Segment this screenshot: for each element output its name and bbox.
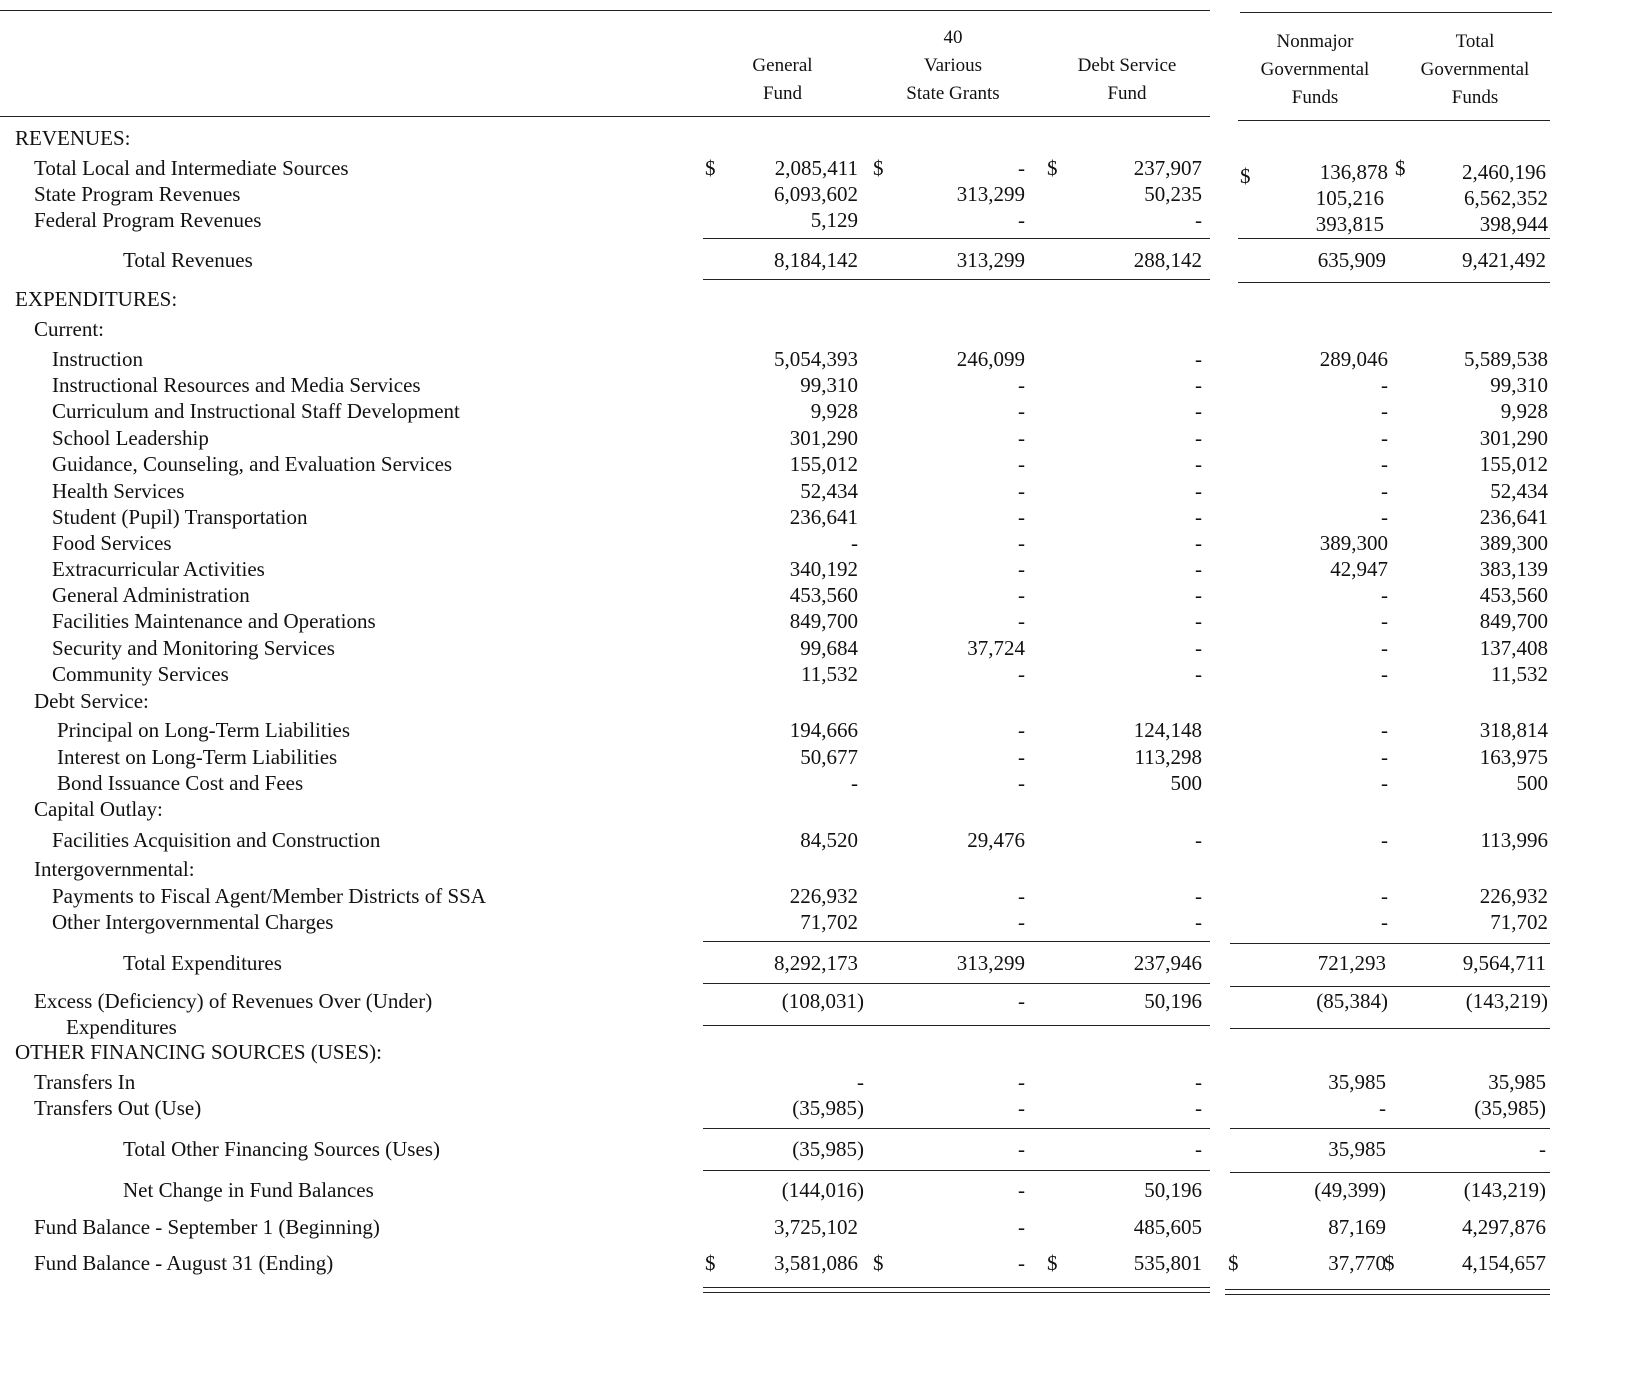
cell-debt-service: - [1195, 583, 1202, 607]
cell-debt-service: 50,235 [1144, 182, 1202, 206]
cell-state-grants: - [1018, 208, 1025, 232]
cell-general-fund: 2,085,411 [774, 156, 858, 180]
cell-total: (35,985) [1474, 1096, 1546, 1120]
cell-debt-service: - [1195, 609, 1202, 633]
top-rule [1240, 12, 1552, 13]
cell-state-grants: - [1018, 1251, 1025, 1275]
row-label: Facilities Acquisition and Construction [52, 828, 381, 852]
cell-nonmajor: 635,909 [1317, 248, 1386, 272]
cell-debt-service: - [1195, 557, 1202, 581]
cell-debt-service: - [1195, 531, 1202, 555]
row-label: Health Services [52, 479, 185, 503]
row-label: Net Change in Fund Balances [123, 1178, 374, 1202]
cell-debt-service: - [1195, 452, 1202, 476]
row-label: Security and Monitoring Services [52, 636, 335, 660]
cell-nonmajor: - [1381, 452, 1388, 476]
cell-state-grants: - [1018, 718, 1025, 742]
cell-general-fund: 50,677 [800, 745, 858, 769]
cell-general-fund: - [857, 1070, 864, 1094]
cell-debt-service: - [1195, 1137, 1202, 1161]
dollar-sign: $ [1047, 156, 1058, 180]
cell-total: 2,460,196 [1462, 160, 1546, 184]
col-header-nonmajor: Nonmajor Governmental Funds [1260, 31, 1370, 108]
row-label: School Leadership [52, 426, 209, 450]
dollar-sign: $ [873, 1251, 884, 1275]
row-label: Student (Pupil) Transportation [52, 505, 308, 529]
cell-nonmajor: (85,384) [1316, 989, 1388, 1013]
cell-state-grants: - [1018, 989, 1025, 1013]
cell-general-fund: 52,434 [800, 479, 858, 503]
cell-debt-service: - [1195, 373, 1202, 397]
cell-total: 398,944 [1479, 212, 1548, 236]
cell-state-grants: - [1018, 1070, 1025, 1094]
dollar-sign: $ [705, 1251, 716, 1275]
cell-state-grants: 29,476 [967, 828, 1025, 852]
row-label: Principal on Long-Term Liabilities [57, 718, 351, 742]
cell-total: 155,012 [1479, 452, 1548, 476]
cell-state-grants: - [1018, 771, 1025, 795]
cell-nonmajor: 87,169 [1328, 1215, 1386, 1239]
cell-debt-service: 535,801 [1133, 1251, 1202, 1275]
cell-total: 226,932 [1479, 884, 1548, 908]
cell-general-fund: 9,928 [810, 399, 858, 423]
cell-total: 71,702 [1490, 910, 1548, 934]
row-label: Federal Program Revenues [34, 208, 262, 232]
cell-nonmajor: 393,815 [1315, 212, 1384, 236]
cell-debt-service: - [1195, 208, 1202, 232]
row-label: Extracurricular Activities [52, 557, 265, 581]
row-label: Food Services [52, 531, 172, 555]
cell-debt-service: 237,907 [1133, 156, 1202, 180]
cell-debt-service: - [1195, 426, 1202, 450]
cell-debt-service: - [1195, 347, 1202, 371]
subtotal-rule [703, 1170, 1210, 1171]
cell-general-fund: 99,684 [800, 636, 858, 660]
cell-nonmajor: - [1381, 373, 1388, 397]
row-label: Fund Balance - September 1 (Beginning) [34, 1215, 380, 1239]
cell-nonmajor: - [1381, 662, 1388, 686]
cell-debt-service: - [1195, 636, 1202, 660]
subtotal-rule [1230, 943, 1550, 944]
row-label: State Program Revenues [34, 182, 241, 206]
cell-general-fund: 3,581,086 [774, 1251, 858, 1275]
cell-nonmajor: - [1381, 771, 1388, 795]
header-rule [1238, 120, 1550, 121]
cell-general-fund: 8,184,142 [774, 248, 858, 272]
row-label-continued: Expenditures [66, 1015, 177, 1039]
cell-nonmajor: - [1381, 479, 1388, 503]
cell-general-fund: 99,310 [800, 373, 858, 397]
cell-total: 318,814 [1479, 718, 1548, 742]
row-label: Total Other Financing Sources (Uses) [123, 1137, 440, 1161]
cell-total: - [1539, 1137, 1546, 1161]
subtotal-rule [1230, 1172, 1550, 1173]
cell-debt-service: - [1195, 1070, 1202, 1094]
cell-total: 11,532 [1491, 662, 1548, 686]
cell-nonmajor: 37,770 [1328, 1251, 1386, 1275]
top-rule [0, 10, 1210, 11]
row-label: Other Intergovernmental Charges [52, 910, 334, 934]
cell-total: 113,996 [1480, 828, 1548, 852]
cell-general-fund: (108,031) [781, 989, 864, 1013]
cell-general-fund: (144,016) [781, 1178, 864, 1202]
cell-state-grants: - [1018, 910, 1025, 934]
cell-state-grants: - [1018, 884, 1025, 908]
cell-nonmajor: - [1381, 609, 1388, 633]
cell-state-grants: - [1018, 426, 1025, 450]
cell-nonmajor: 105,216 [1315, 186, 1384, 210]
subtotal-rule [1238, 282, 1550, 283]
cell-general-fund: 3,725,102 [774, 1215, 858, 1239]
cell-total: 500 [1516, 771, 1548, 795]
cell-state-grants: 246,099 [956, 347, 1025, 371]
cell-general-fund: 5,129 [810, 208, 858, 232]
cell-general-fund: 5,054,393 [774, 347, 858, 371]
subtotal-rule [703, 941, 1210, 942]
cell-nonmajor: - [1381, 910, 1388, 934]
cell-nonmajor: - [1381, 505, 1388, 529]
cell-debt-service: 50,196 [1144, 1178, 1202, 1202]
cell-debt-service: - [1195, 505, 1202, 529]
cell-debt-service: - [1195, 399, 1202, 423]
cell-state-grants: - [1018, 399, 1025, 423]
cell-state-grants: - [1018, 479, 1025, 503]
cell-total: 6,562,352 [1464, 186, 1548, 210]
cell-nonmajor: 35,985 [1328, 1137, 1386, 1161]
row-label: General Administration [52, 583, 250, 607]
cell-general-fund: 226,932 [789, 884, 858, 908]
cell-general-fund: 84,520 [800, 828, 858, 852]
cell-state-grants: - [1018, 1178, 1025, 1202]
row-label: Debt Service: [34, 689, 149, 713]
dollar-sign: $ [1228, 1251, 1239, 1275]
cell-general-fund: 236,641 [789, 505, 858, 529]
cell-nonmajor: 389,300 [1319, 531, 1388, 555]
cell-nonmajor: 136,878 [1319, 160, 1388, 184]
cell-state-grants: - [1018, 1215, 1025, 1239]
cell-general-fund: 849,700 [789, 609, 858, 633]
cell-total: 35,985 [1488, 1070, 1546, 1094]
cell-debt-service: - [1195, 828, 1202, 852]
cell-general-fund: 71,702 [800, 910, 858, 934]
row-label: Current: [34, 317, 104, 341]
cell-state-grants: - [1018, 557, 1025, 581]
subtotal-rule [703, 1025, 1210, 1026]
cell-nonmajor: - [1381, 399, 1388, 423]
row-label: OTHER FINANCING SOURCES (USES): [15, 1040, 382, 1064]
cell-general-fund: 8,292,173 [774, 951, 858, 975]
dollar-sign: $ [1240, 164, 1251, 188]
double-rule [703, 1292, 1210, 1293]
col-header-debt-service: Debt Service Fund [1077, 55, 1177, 104]
cell-state-grants: - [1018, 156, 1025, 180]
row-label: Total Expenditures [123, 951, 282, 975]
subtotal-rule [1238, 238, 1550, 239]
row-label: Guidance, Counseling, and Evaluation Services [52, 452, 453, 476]
cell-debt-service: 124,148 [1133, 718, 1202, 742]
cell-total: 5,589,538 [1464, 347, 1548, 371]
cell-nonmajor: - [1381, 718, 1388, 742]
cell-total: 9,421,492 [1462, 248, 1546, 272]
cell-total: 301,290 [1479, 426, 1548, 450]
cell-total: 389,300 [1479, 531, 1548, 555]
cell-nonmajor: 721,293 [1317, 951, 1386, 975]
cell-state-grants: 37,724 [967, 636, 1025, 660]
dollar-sign: $ [1384, 1251, 1395, 1275]
cell-debt-service: - [1195, 884, 1202, 908]
row-label: REVENUES: [15, 126, 131, 150]
cell-total: 4,154,657 [1462, 1251, 1546, 1275]
cell-total: 137,408 [1479, 636, 1548, 660]
cell-general-fund: - [851, 531, 858, 555]
cell-total: 453,560 [1479, 583, 1548, 607]
cell-total: 849,700 [1479, 609, 1548, 633]
row-label: Total Local and Intermediate Sources [34, 156, 349, 180]
subtotal-rule [703, 983, 1210, 984]
subtotal-rule [1230, 1128, 1550, 1129]
row-label: Excess (Deficiency) of Revenues Over (Under) [34, 989, 433, 1013]
cell-nonmajor: - [1381, 884, 1388, 908]
cell-general-fund: 155,012 [789, 452, 858, 476]
col-header-total: Total Governmental Funds [1420, 31, 1530, 108]
row-label: Instruction [52, 347, 143, 371]
cell-debt-service: - [1195, 1096, 1202, 1120]
double-rule [703, 1287, 1210, 1288]
dollar-sign: $ [873, 156, 884, 180]
row-label: Interest on Long-Term Liabilities [57, 745, 338, 769]
cell-nonmajor: 289,046 [1319, 347, 1388, 371]
cell-state-grants: - [1018, 609, 1025, 633]
row-label: Curriculum and Instructional Staff Development [52, 399, 460, 423]
cell-nonmajor: - [1381, 828, 1388, 852]
cell-general-fund: 340,192 [789, 557, 858, 581]
cell-nonmajor: 35,985 [1328, 1070, 1386, 1094]
row-label: Payments to Fiscal Agent/Member Districts of SSA [52, 884, 486, 908]
cell-general-fund: (35,985) [792, 1096, 864, 1120]
cell-state-grants: - [1018, 531, 1025, 555]
row-label: EXPENDITURES: [15, 287, 178, 311]
dollar-sign: $ [1395, 156, 1406, 180]
col-header-general-fund: General Fund [752, 55, 813, 104]
cell-total: 236,641 [1479, 505, 1548, 529]
cell-state-grants: - [1018, 745, 1025, 769]
cell-debt-service: 113,298 [1134, 745, 1202, 769]
cell-debt-service: - [1195, 910, 1202, 934]
cell-debt-service: 50,196 [1144, 989, 1202, 1013]
dollar-sign: $ [1047, 1251, 1058, 1275]
subtotal-rule [703, 279, 1210, 280]
cell-state-grants: 313,299 [956, 248, 1025, 272]
cell-debt-service: 500 [1170, 771, 1202, 795]
cell-debt-service: 288,142 [1133, 248, 1202, 272]
dollar-sign: $ [705, 156, 716, 180]
cell-state-grants: - [1018, 1096, 1025, 1120]
cell-general-fund: (35,985) [792, 1137, 864, 1161]
row-label: Fund Balance - August 31 (Ending) [34, 1251, 334, 1275]
cell-total: 9,928 [1500, 399, 1548, 423]
cell-total: (143,219) [1465, 989, 1548, 1013]
cell-state-grants: - [1018, 452, 1025, 476]
row-label: Community Services [52, 662, 229, 686]
cell-total: 9,564,711 [1462, 951, 1546, 975]
cell-total: 99,310 [1490, 373, 1548, 397]
cell-nonmajor: (49,399) [1314, 1178, 1386, 1202]
cell-general-fund: 301,290 [789, 426, 858, 450]
double-rule [1225, 1294, 1550, 1295]
row-label: Bond Issuance Cost and Fees [57, 771, 304, 795]
row-label: Capital Outlay: [34, 797, 163, 821]
cell-state-grants: - [1018, 1137, 1025, 1161]
cell-total: (143,219) [1463, 1178, 1546, 1202]
subtotal-rule [1230, 1028, 1550, 1029]
cell-nonmajor: - [1379, 1096, 1386, 1120]
row-label: Transfers In [34, 1070, 136, 1094]
cell-state-grants: 313,299 [956, 182, 1025, 206]
cell-nonmajor: - [1381, 636, 1388, 660]
cell-debt-service: - [1195, 479, 1202, 503]
cell-total: 4,297,876 [1462, 1215, 1546, 1239]
cell-general-fund: 194,666 [789, 718, 858, 742]
row-label: Intergovernmental: [34, 857, 195, 881]
cell-state-grants: - [1018, 662, 1025, 686]
cell-debt-service: 485,605 [1133, 1215, 1202, 1239]
row-label: Instructional Resources and Media Services [52, 373, 421, 397]
row-label: Transfers Out (Use) [34, 1096, 202, 1120]
cell-state-grants: - [1018, 583, 1025, 607]
row-label: Facilities Maintenance and Operations [52, 609, 376, 633]
cell-nonmajor: - [1381, 583, 1388, 607]
cell-debt-service: - [1195, 662, 1202, 686]
cell-general-fund: - [851, 771, 858, 795]
row-label: Total Revenues [123, 248, 253, 272]
subtotal-rule [703, 1128, 1210, 1129]
cell-nonmajor: - [1381, 426, 1388, 450]
col-header-state-grants: 40 Various State Grants [906, 27, 1000, 104]
cell-nonmajor: 42,947 [1330, 557, 1388, 581]
subtotal-rule [1230, 986, 1550, 987]
cell-total: 383,139 [1479, 557, 1548, 581]
cell-state-grants: - [1018, 505, 1025, 529]
cell-general-fund: 6,093,602 [774, 182, 858, 206]
cell-total: 163,975 [1479, 745, 1548, 769]
cell-general-fund: 453,560 [789, 583, 858, 607]
subtotal-rule [703, 238, 1210, 239]
cell-total: 52,434 [1490, 479, 1548, 503]
double-rule [1225, 1289, 1550, 1290]
cell-state-grants: - [1018, 373, 1025, 397]
cell-debt-service: 237,946 [1133, 951, 1202, 975]
cell-nonmajor: - [1381, 745, 1388, 769]
cell-general-fund: 11,532 [801, 662, 858, 686]
cell-state-grants: 313,299 [956, 951, 1025, 975]
header-rule [0, 116, 1210, 117]
